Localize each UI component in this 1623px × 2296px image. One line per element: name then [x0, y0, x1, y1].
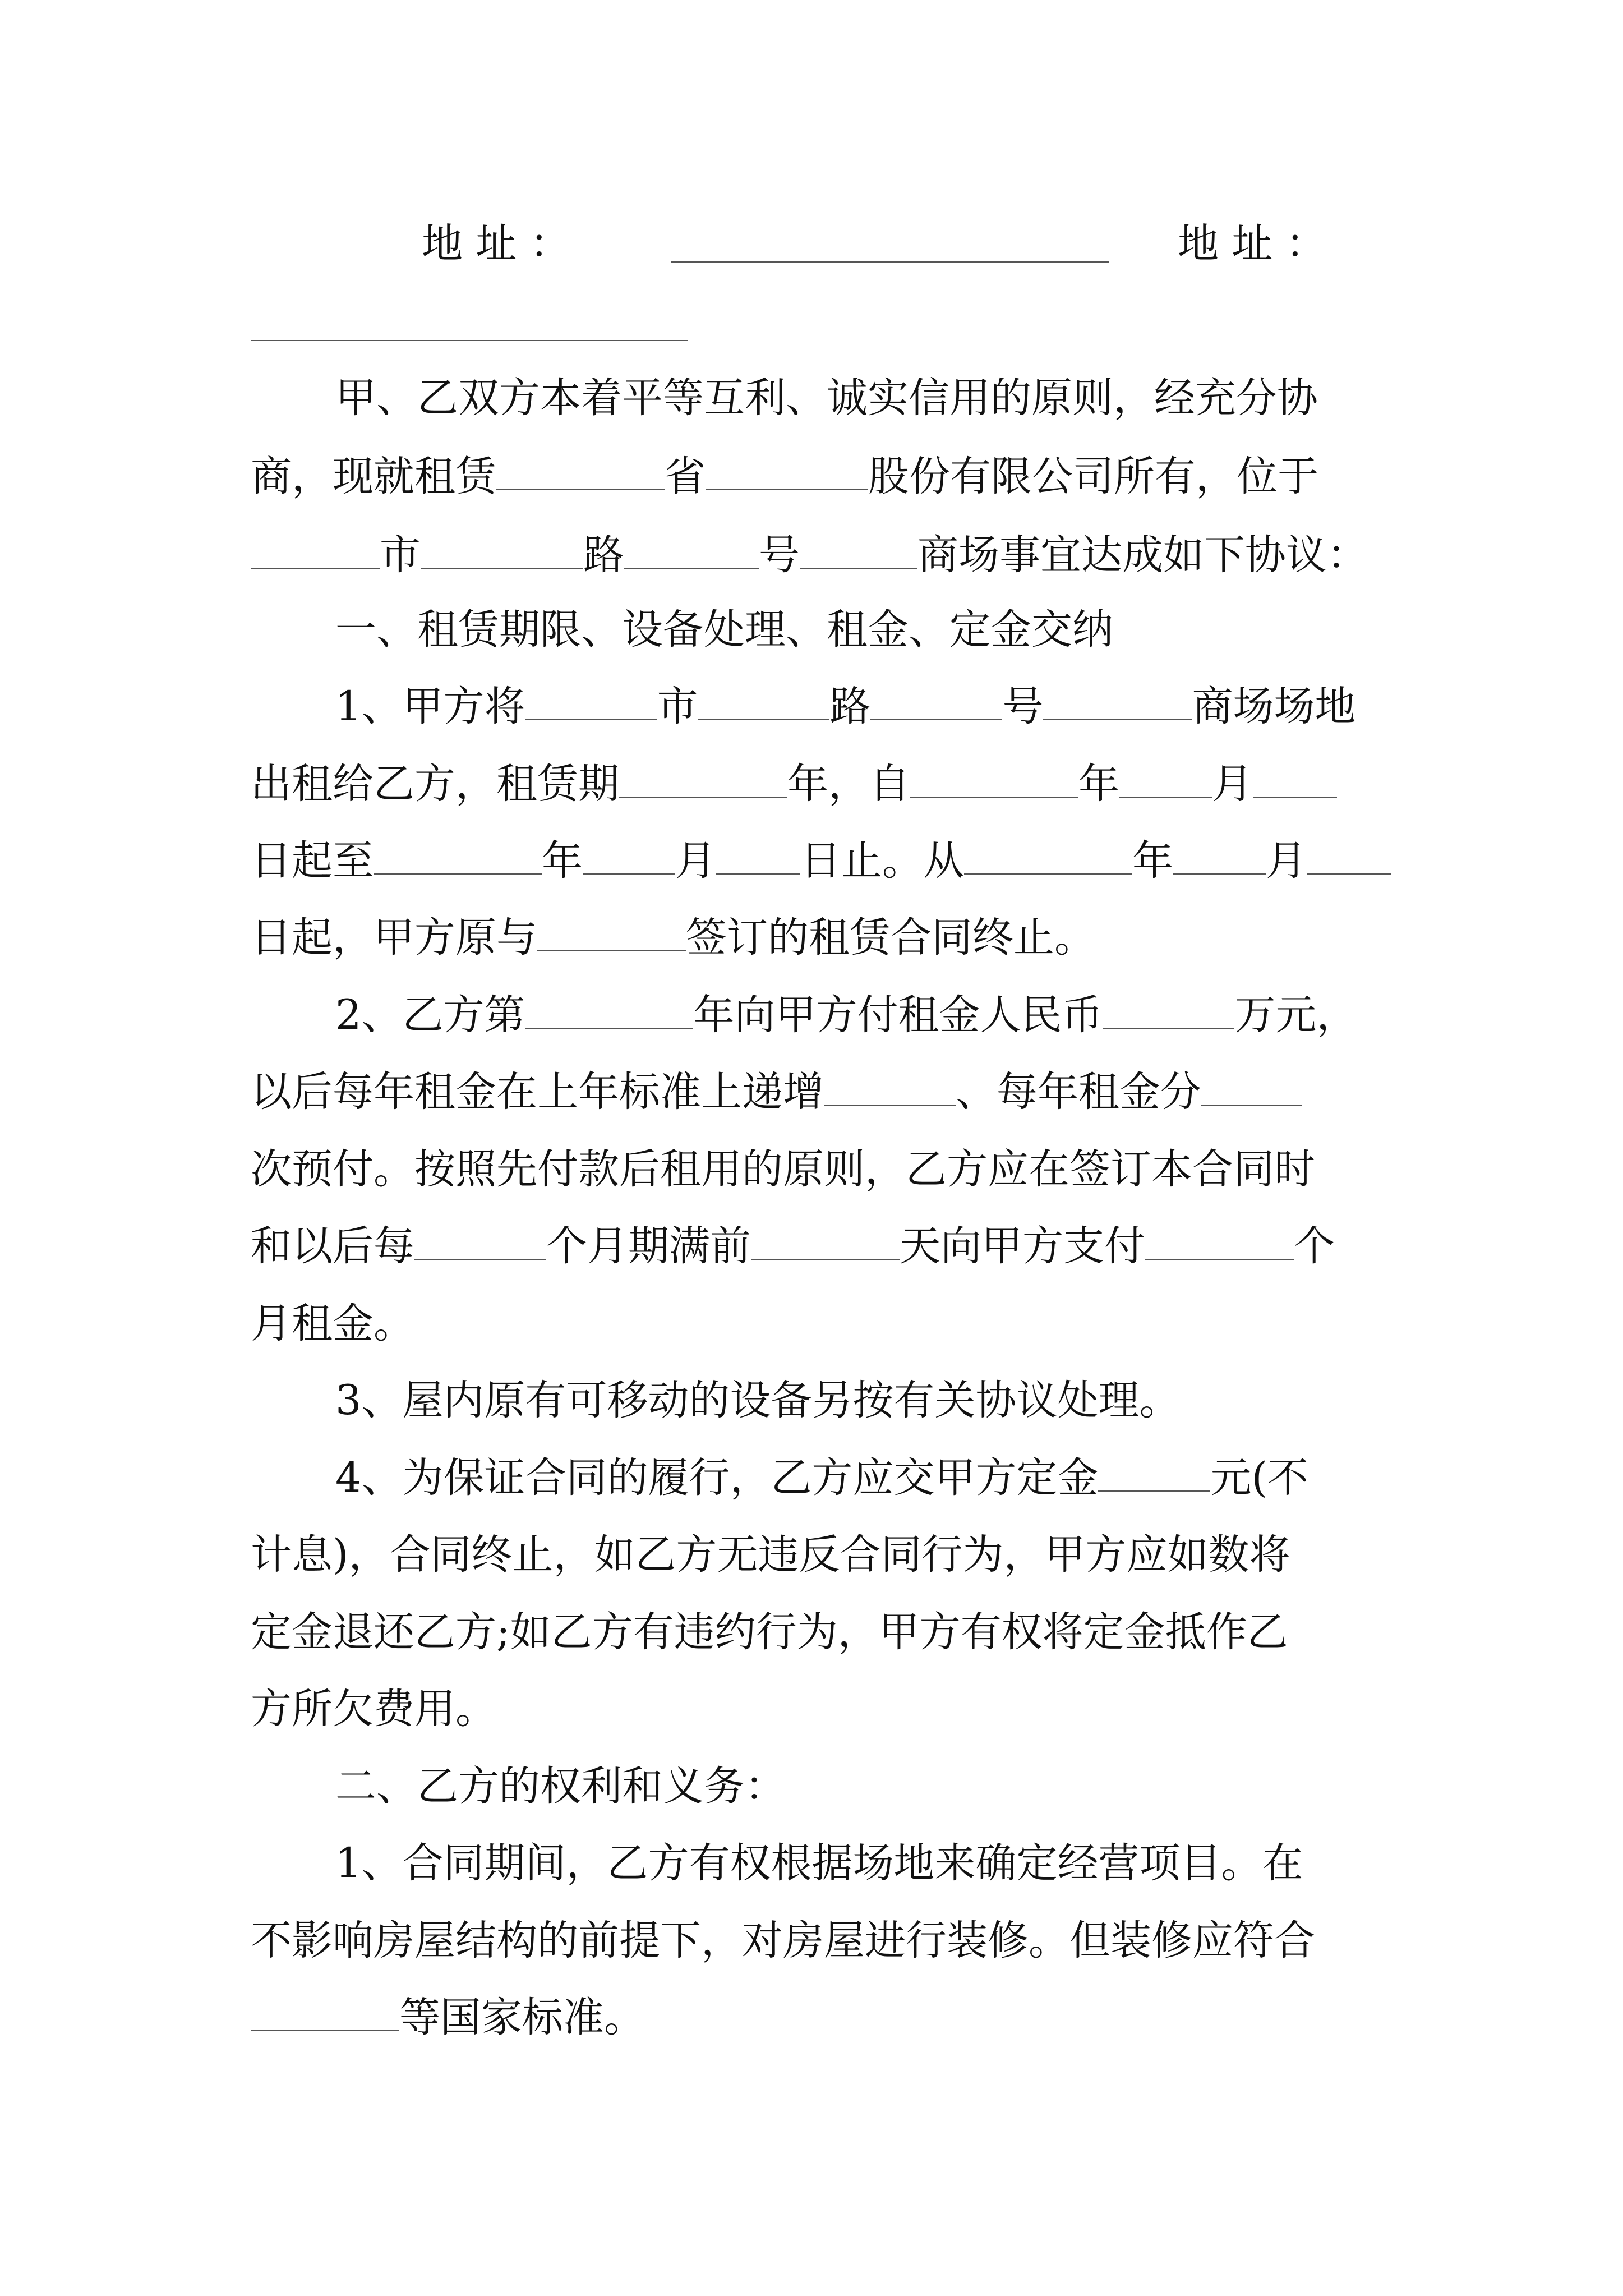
- clause-1-2-line-1: [335, 982, 1390, 1049]
- clause-1-4-line-4: 方所欠费用。: [251, 1685, 496, 1733]
- blank-field: [716, 834, 800, 875]
- clause-1-1-line-3: [251, 827, 1390, 895]
- blank-field: [870, 680, 1002, 720]
- intro-line-3: [251, 522, 1390, 589]
- blank-field: [1253, 757, 1337, 798]
- blank-field: [706, 450, 868, 490]
- clause-text: 以后每年租金在上年标准上递增: [251, 1068, 824, 1116]
- blank-field: [751, 1220, 900, 1260]
- blank-field: [1098, 1451, 1210, 1492]
- clause-1-1-line-4: [251, 904, 1390, 972]
- address-label-right: 地 址 ：: [1178, 220, 1327, 268]
- blank-field: [374, 834, 542, 875]
- clause-1-4-line-3: 定金退还乙方;如乙方有违约行为，甲方有权将定金抵作乙: [251, 1608, 1288, 1656]
- blank-field: [583, 834, 675, 875]
- blank-field: [1201, 1065, 1302, 1106]
- blank-field: [1043, 680, 1192, 720]
- clause-text: 商场场地: [1192, 683, 1356, 730]
- section-1-heading: 一、租赁期限、设备处理、租金、定金交纳: [335, 606, 1113, 654]
- clause-1-1-line-1: [335, 673, 1390, 740]
- address-right-blank: [251, 340, 688, 341]
- clause-text: 年: [1132, 837, 1173, 885]
- clause-text: 市: [657, 683, 698, 730]
- intro-text: 商场事宜达成如下协议：: [917, 531, 1368, 579]
- clause-text: 年: [542, 837, 583, 885]
- blank-field: [421, 528, 583, 569]
- clause-text: 签订的租赁合同终止。: [686, 914, 1095, 961]
- clause-text: 和以后每: [251, 1222, 414, 1270]
- section-2-heading: 二、乙方的权利和义务：: [335, 1763, 786, 1810]
- clause-text: 4、为保证合同的履行，乙方应交甲方定金: [335, 1454, 1099, 1502]
- clause-text: 号: [1002, 683, 1044, 730]
- clause-text: 路: [829, 683, 871, 730]
- blank-field: [1173, 834, 1266, 875]
- clause-2-1-line-2: 不影响房屋结构的前提下，对房屋进行装修。但装修应符合: [251, 1917, 1315, 1964]
- blank-field: [619, 757, 787, 798]
- clause-text: 年: [1078, 760, 1119, 808]
- blank-field: [1119, 757, 1212, 798]
- clause-1-2-line-5: 月租金。: [251, 1300, 414, 1347]
- blank-field: [910, 757, 1078, 798]
- clause-text: 月: [675, 837, 716, 885]
- address-label-left: 地 址 ：: [422, 220, 571, 268]
- blank-field: [624, 528, 759, 569]
- blank-field: [1145, 1220, 1294, 1260]
- intro-text: 市: [380, 531, 421, 579]
- clause-text: 2、乙方第: [335, 991, 525, 1039]
- blank-field: [525, 680, 657, 720]
- blank-field: [698, 680, 829, 720]
- clause-2-1-line-3: [251, 1984, 1390, 2051]
- clause-text: 、每年租金分: [956, 1068, 1201, 1116]
- clause-text: 元(不: [1210, 1454, 1308, 1502]
- clause-text: 日起至: [251, 837, 374, 885]
- intro-line-2: [251, 443, 1390, 510]
- clause-text: 年向甲方付租金人民币: [693, 991, 1103, 1039]
- clause-1-2-line-3: 次预付。按照先付款后租用的原则，乙方应在签订本合同时: [251, 1145, 1315, 1193]
- clause-text: 年，自: [787, 760, 910, 808]
- blank-field: [800, 528, 917, 569]
- clause-text: 万元，: [1234, 991, 1358, 1039]
- clause-1-4-line-1: [335, 1444, 1390, 1512]
- clause-2-1-line-1: 1、合同期间，乙方有权根据场地来确定经营项目。在: [335, 1839, 1303, 1887]
- blank-field: [496, 450, 665, 490]
- address-left-blank: [671, 261, 1109, 263]
- clause-text: 日起，甲方原与: [251, 914, 537, 961]
- blank-field: [414, 1220, 546, 1260]
- clause-1-4-line-2: 计息)，合同终止，如乙方无违反合同行为，甲方应如数将: [251, 1531, 1290, 1579]
- clause-text: 出租给乙方，租赁期: [251, 760, 619, 808]
- blank-field: [964, 834, 1132, 875]
- blank-field: [1103, 988, 1234, 1029]
- blank-field: [537, 911, 686, 951]
- clause-1-2-line-4: [251, 1213, 1390, 1280]
- blank-field: [251, 528, 380, 569]
- clause-text: 等国家标准。: [399, 1994, 645, 2041]
- blank-field: [525, 988, 693, 1029]
- clause-text: 天向甲方支付: [900, 1222, 1145, 1270]
- clause-1-3: 3、屋内原有可移动的设备另按有关协议处理。: [335, 1377, 1181, 1424]
- intro-line-1: 甲、乙双方本着平等互利、诚实信用的原则，经充分协: [335, 374, 1318, 422]
- intro-text: 商，现就租赁: [251, 453, 496, 500]
- clause-text: 月: [1212, 760, 1253, 808]
- clause-text: 月: [1266, 837, 1307, 885]
- blank-field: [1307, 834, 1391, 875]
- clause-text: 日止。从: [800, 837, 964, 885]
- intro-text: 号: [759, 531, 800, 579]
- blank-field: [824, 1065, 956, 1106]
- blank-field: [251, 1991, 399, 2031]
- clause-text: 个月期满前: [546, 1222, 751, 1270]
- clause-text: 个: [1294, 1222, 1335, 1270]
- clause-1-1-line-2: [251, 751, 1390, 818]
- intro-text: 路: [583, 531, 624, 579]
- clause-text: 1、甲方将: [335, 683, 525, 730]
- intro-text: 省: [665, 453, 706, 500]
- clause-1-2-line-2: [251, 1059, 1390, 1126]
- intro-text: 股份有限公司所有，位于: [868, 453, 1318, 500]
